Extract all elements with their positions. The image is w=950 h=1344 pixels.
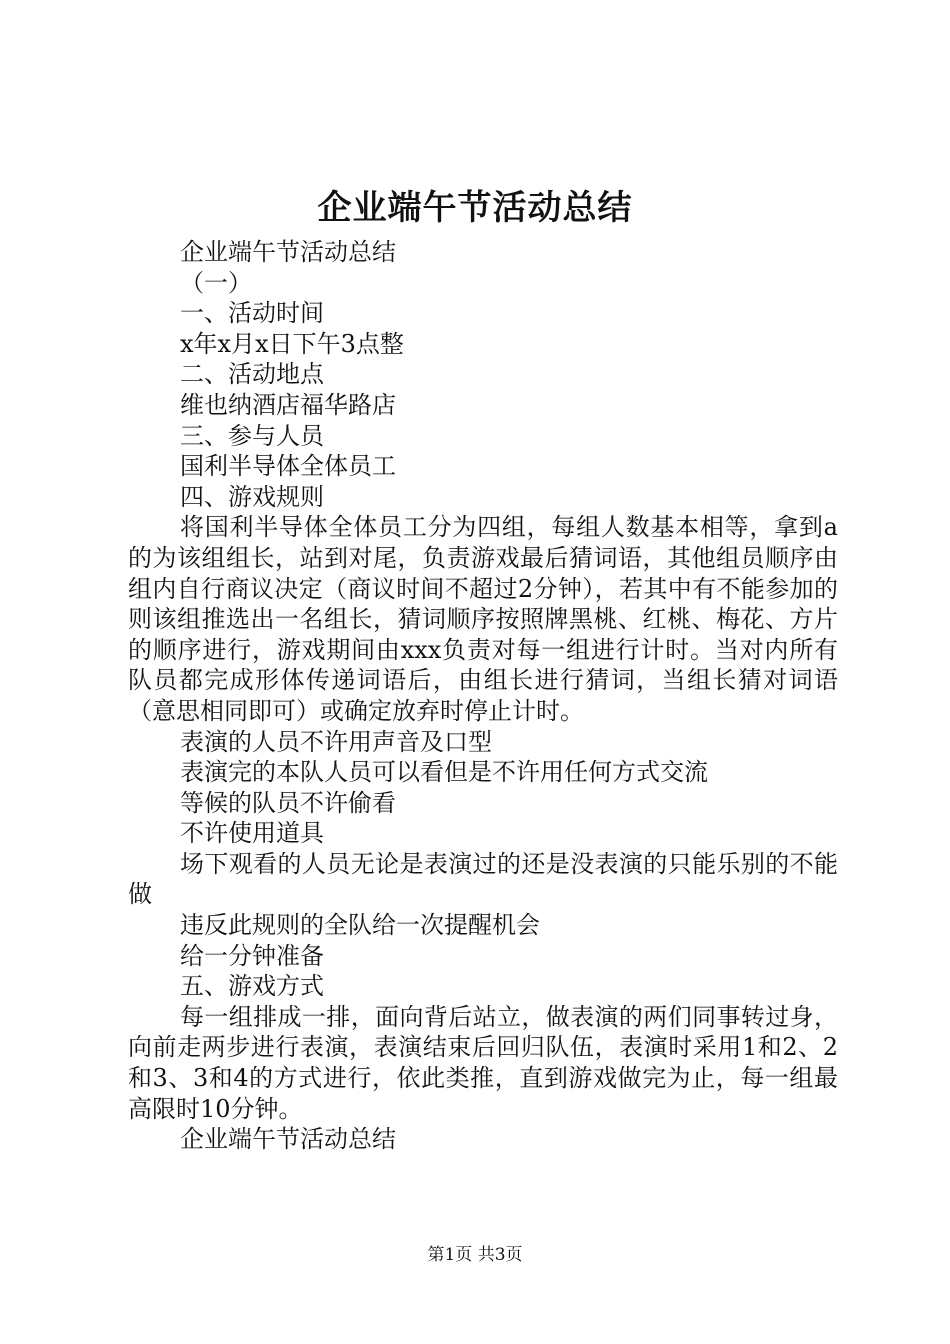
paragraph-method: 每一组排成一排，面向背后站立，做表演的两们同事转过身，向前走两步进行表演，表演结束后回归队伍，表演时采用1和2、2和3、3和4的方式进行，依此类推，直到游戏做完为止，每一组最高限时10分钟。 xyxy=(128,1002,838,1123)
section-heading-method: 五、游戏方式 xyxy=(180,972,324,1001)
document-title: 企业端午节活动总结 xyxy=(317,188,633,228)
paragraph-subtitle: 企业端午节活动总结 xyxy=(180,238,396,266)
rule-item: 等候的队员不许偷看 xyxy=(180,788,396,817)
rule-item: 表演完的本队人员可以看但是不许用任何方式交流 xyxy=(180,758,708,787)
section-heading-location: 二、活动地点 xyxy=(180,360,324,389)
document-body xyxy=(128,237,838,1155)
rule-item: 给一分钟准备 xyxy=(180,941,324,970)
rule-item: 不许使用道具 xyxy=(180,819,324,848)
paragraph-part-number: （一） xyxy=(180,268,252,297)
paragraph-time: x年x月x日下午3点整 xyxy=(180,329,404,358)
rule-item: 违反此规则的全队给一次提醒机会 xyxy=(180,911,540,940)
paragraph-location: 维也纳酒店福华路店 xyxy=(180,390,396,419)
section-heading-rules: 四、游戏规则 xyxy=(180,482,324,511)
paragraph-participants: 国利半导体全体员工 xyxy=(180,452,396,481)
paragraph-closing-title: 企业端午节活动总结 xyxy=(180,1125,396,1154)
section-heading-time: 一、活动时间 xyxy=(180,299,324,328)
rule-item: 表演的人员不许用声音及口型 xyxy=(180,727,492,756)
page-footer: 第1页 共3页 xyxy=(427,1245,523,1265)
section-heading-participants: 三、参与人员 xyxy=(180,421,324,450)
rule-item: 场下观看的人员无论是表演过的还是没表演的只能乐别的不能做 xyxy=(128,849,838,909)
paragraph-rules: 将国利半导体全体员工分为四组，每组人数基本相等，拿到a的为该组组长，站到对尾，负责游戏最后猜词语，其他组员顺序由组内自行商议决定（商议时间不超过2分钟），若其中有不能参加的则该组推选出一名组长，猜词顺序按照牌黑桃、红桃、梅花、方片的顺序进行，游戏期间由xxx负责对每一组进行计时。当对内所有队员都完成形体传递词语后，由组长进行猜词，当组长猜对词语（意思相同即可）或确定放弃时停止计时。 xyxy=(128,513,838,725)
